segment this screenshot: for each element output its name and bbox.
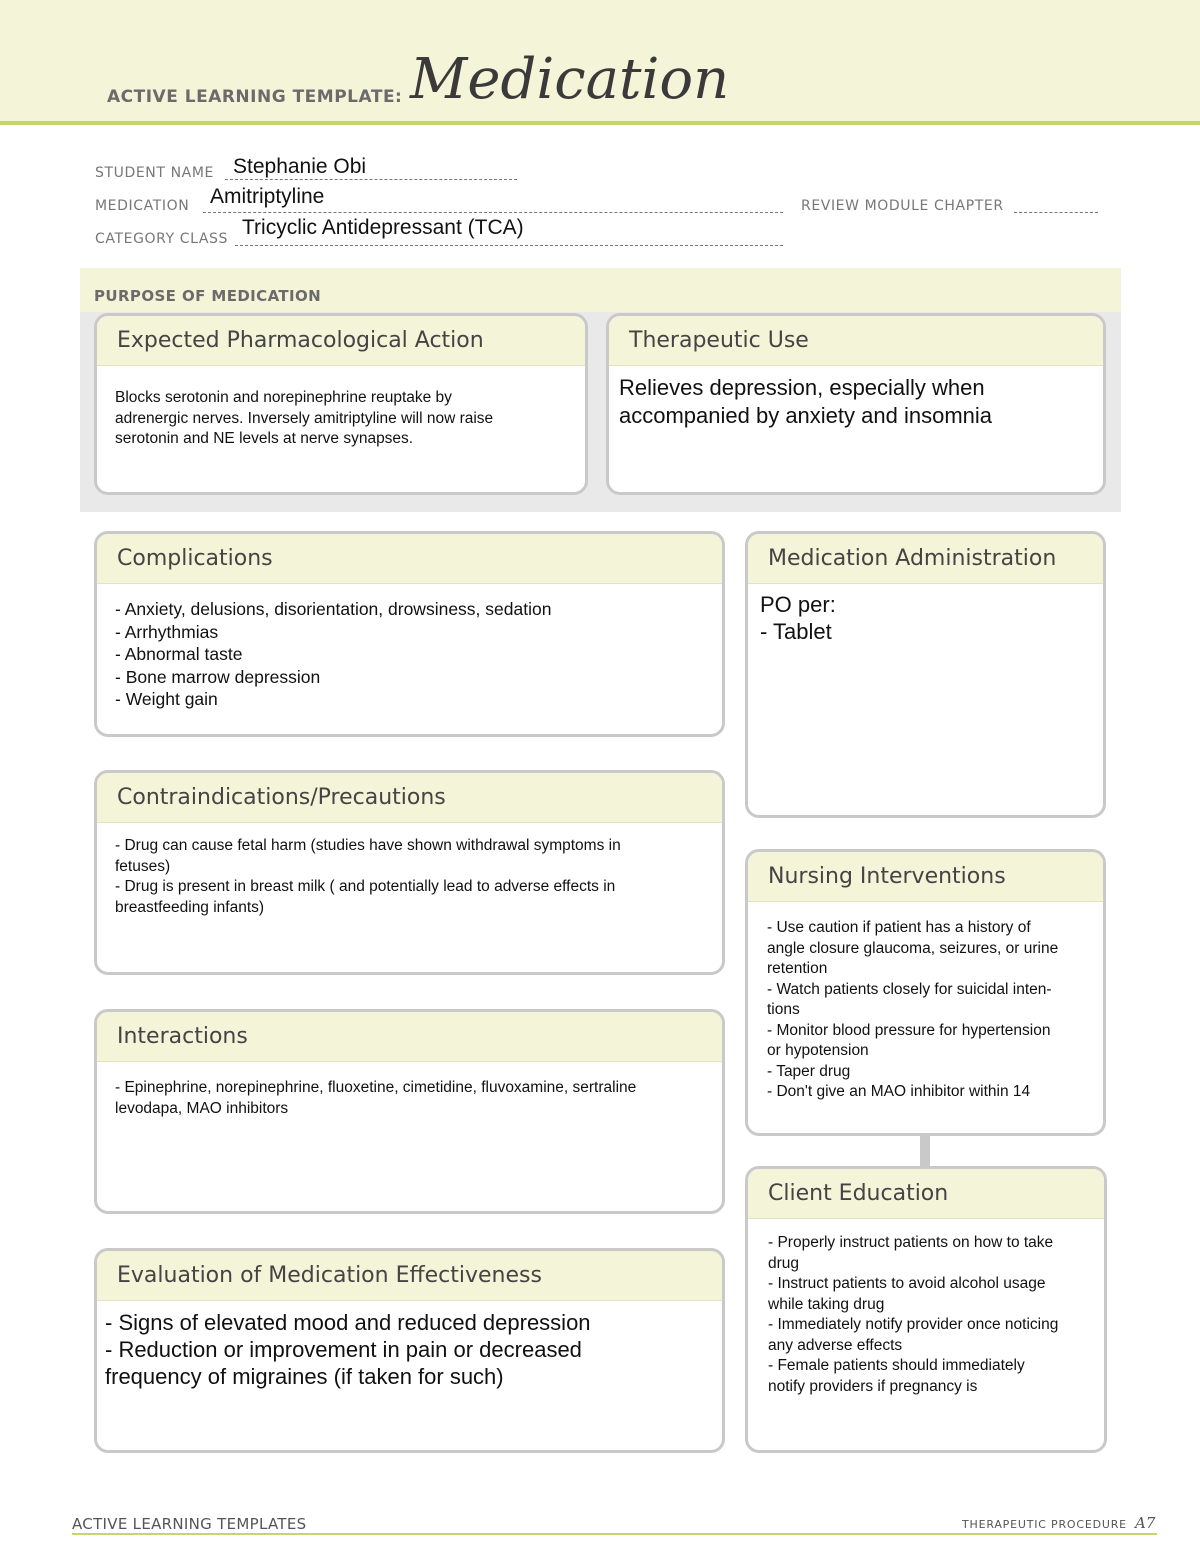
text-line: - Signs of elevated mood and reduced depression [105, 1310, 591, 1335]
box-connector [920, 1134, 930, 1168]
student-name-label: STUDENT NAME [95, 165, 214, 181]
text-line: drug [768, 1254, 800, 1272]
text-line: breastfeeding infants) [115, 898, 265, 916]
text-line: - Instruct patients to avoid alcohol usage [768, 1275, 1046, 1292]
text-line: serotonin and NE levels at nerve synapses. [115, 430, 414, 447]
medication-label: MEDICATION [95, 198, 190, 214]
header-rule [0, 121, 1200, 125]
contraindications-title: Contraindications/Precautions [97, 773, 722, 823]
text-line: - Reduction or improvement in pain or decreased [105, 1337, 582, 1362]
therapeutic-use-body[interactable] [609, 366, 1103, 430]
text-line: levodapa, MAO inhibitors [115, 1099, 289, 1117]
text-line: any adverse effects [768, 1336, 903, 1354]
purpose-label: PURPOSE OF MEDICATION [94, 287, 322, 305]
evaluation-body[interactable] [97, 1301, 722, 1390]
client-education-box [745, 1166, 1107, 1453]
text-line: - Anxiety, delusions, disorientation, drowsiness, sedation [115, 599, 552, 619]
text-line: Blocks serotonin and norepinephrine reuptake by [115, 389, 452, 406]
footer-left: ACTIVE LEARNING TEMPLATES [72, 1515, 307, 1533]
expected-action-title: Expected Pharmacological Action [97, 316, 585, 366]
text-line: - Weight gain [115, 689, 218, 710]
text-line: - Drug is present in breast milk ( and potentially lead to adverse effects in [115, 878, 616, 895]
text-line: - Monitor blood pressure for hypertension [767, 1021, 1051, 1039]
text-line: frequency of migraines (if taken for such) [105, 1364, 504, 1389]
category-class-label: CATEGORY CLASS [95, 231, 229, 247]
text-line: Relieves depression, especially when [619, 375, 985, 400]
text-line: - Female patients should immediately [768, 1357, 1025, 1374]
text-line: - Abnormal taste [115, 644, 243, 665]
medication-administration-body[interactable] [748, 584, 1103, 645]
text-line: - Arrhythmias [115, 621, 219, 642]
text-line: adrenergic nerves. Inversely amitriptyline will now raise [115, 409, 494, 427]
contraindications-body[interactable] [97, 823, 722, 918]
contraindications-box [94, 770, 725, 975]
interactions-box [94, 1009, 725, 1214]
therapeutic-use-title: Therapeutic Use [609, 316, 1103, 366]
medication-field[interactable]: Amitriptyline [210, 185, 325, 208]
medication-line [203, 212, 783, 213]
interactions-body[interactable] [97, 1062, 722, 1119]
therapeutic-use-box [606, 313, 1106, 495]
client-education-title: Client Education [748, 1169, 1104, 1219]
review-module-label: REVIEW MODULE CHAPTER [801, 198, 1004, 214]
complications-title: Complications [97, 534, 722, 584]
text-line: - Immediately notify provider once noticing [768, 1316, 1059, 1333]
text-line: while taking drug [768, 1295, 885, 1313]
student-name-field[interactable]: Stephanie Obi [233, 155, 367, 178]
evaluation-title: Evaluation of Medication Effectiveness [97, 1251, 722, 1301]
text-line: PO per: [760, 592, 836, 617]
nursing-interventions-box [745, 849, 1106, 1136]
footer-right: THERAPEUTIC PROCEDURE [962, 1518, 1127, 1531]
page-number: A7 [1135, 1514, 1156, 1532]
text-line: - Drug can cause fetal harm (studies have shown withdrawal symptoms in [115, 837, 621, 854]
template-label: ACTIVE LEARNING TEMPLATE: [107, 87, 403, 107]
category-class-field[interactable]: Tricyclic Antidepressant (TCA) [242, 216, 524, 239]
nursing-interventions-title: Nursing Interventions [748, 852, 1103, 902]
complications-body[interactable] [97, 584, 722, 711]
text-line: - Taper drug [767, 1062, 851, 1080]
interactions-title: Interactions [97, 1012, 722, 1062]
category-class-line [235, 245, 783, 246]
text-line: tions [767, 1001, 800, 1018]
expected-action-box [94, 313, 588, 495]
complications-box [94, 531, 725, 737]
text-line: fetuses) [115, 857, 171, 875]
student-name-line [225, 179, 517, 180]
text-line: - Bone marrow depression [115, 666, 321, 687]
text-line: - Don't give an MAO inhibitor within 14 [767, 1083, 1031, 1100]
text-line: notify providers if pregnancy is [768, 1377, 978, 1395]
text-line: - Properly instruct patients on how to take [768, 1234, 1054, 1251]
review-module-field[interactable] [1014, 212, 1098, 213]
text-line: - Tablet [760, 618, 832, 644]
text-line: retention [767, 960, 828, 977]
text-line: angle closure glaucoma, seizures, or urine [767, 939, 1059, 957]
text-line: accompanied by anxiety and insomnia [619, 403, 993, 428]
text-line: - Watch patients closely for suicidal inten- [767, 980, 1052, 998]
expected-action-body[interactable] [97, 366, 585, 450]
medication-administration-title: Medication Administration [748, 534, 1103, 584]
text-line: - Use caution if patient has a history of [767, 919, 1031, 936]
text-line: - Epinephrine, norepinephrine, fluoxetine, cimetidine, fluvoxamine, sertraline [115, 1079, 637, 1096]
nursing-interventions-body[interactable] [748, 902, 1103, 1103]
footer-rule [72, 1533, 1157, 1535]
medication-administration-box [745, 531, 1106, 818]
evaluation-box [94, 1248, 725, 1453]
page-title: Medication [410, 47, 730, 112]
client-education-body[interactable] [748, 1219, 1104, 1397]
text-line: or hypotension [767, 1042, 869, 1059]
